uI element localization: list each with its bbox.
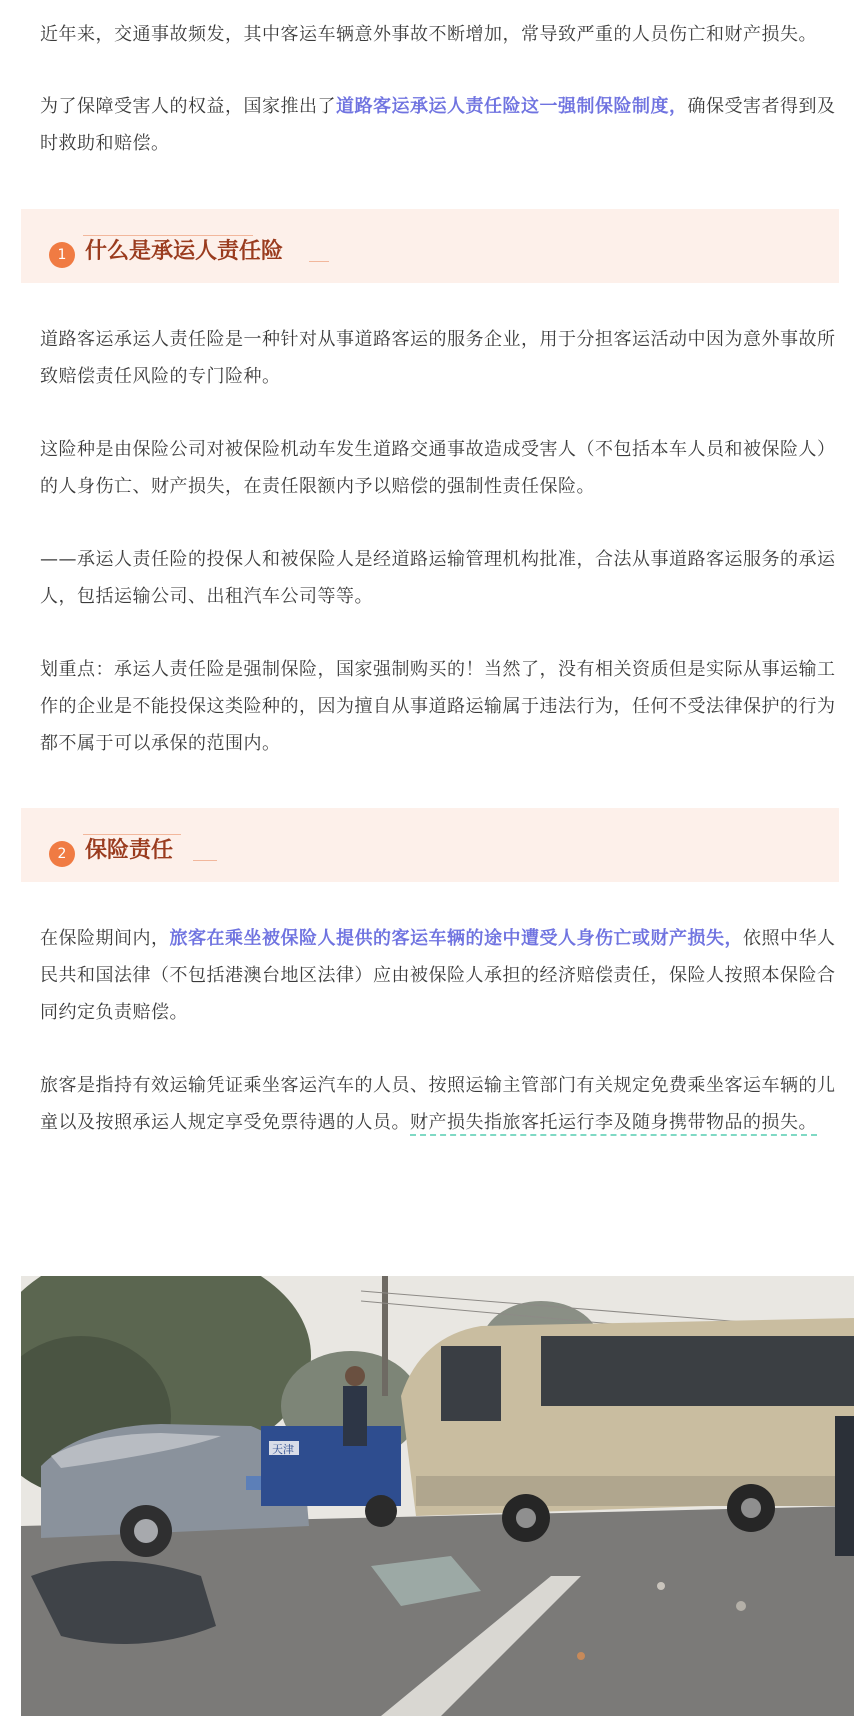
section-2-number-badge: 2: [49, 841, 75, 867]
cart-plate-text: 天津: [272, 1443, 294, 1456]
section-1-p3-text: ——承运人责任险的投保人和被保险人是经道路运输管理机构批准，合法从事道路客运服务的承运人，包括运输公司、出租汽车公司等等。: [40, 549, 836, 607]
section-1-title: 什么是承运人责任险: [85, 239, 284, 264]
section-header-2: [21, 808, 839, 882]
section-2-p2-text: 旅客是指持有效运输凭证乘坐客运汽车的人员、按照运输主管部门有关规定免费乘坐客运车辆的儿童以及按照承运人规定享受免票待遇的人员。: [40, 1075, 836, 1133]
section-1-p4-text: 划重点：承运人责任险是强制保险，国家强制购买的！当然了，没有相关资质但是实际从事运输工作的企业是不能投保这类险种的，因为擅自从事道路运输属于违法行为，任何不受法律保护的行为都不属于可以承保的范围内。: [40, 659, 836, 754]
section-1-paragraph-1: [40, 321, 840, 395]
section-1-p1-text: 道路客运承运人责任险是一种针对从事道路客运的服务企业，用于分担客运活动中因为意外事故所致赔偿责任风险的专门险种。: [40, 329, 836, 387]
intro-p2-text-after: 确保受害者得到及时救助和赔偿。: [40, 96, 836, 154]
section-2-p1-text-after: 依照中华人民共和国法律（不包括港澳台地区法律）应由被保险人承担的经济赔偿责任，保险人按照本保险合同约定负责赔偿。: [40, 928, 836, 1023]
section-1-tail-line: [309, 261, 329, 262]
intro-paragraph-2: [40, 88, 840, 162]
section-1-p2-text: 这险种是由保险公司对被保险机动车发生道路交通事故造成受害人（不包括本车人员和被保险人）的人身伤亡、财产损失，在责任限额内予以赔偿的强制性责任保险。: [40, 439, 836, 497]
section-2-top-line: [83, 834, 181, 835]
section-1-number-badge: 1: [49, 242, 75, 268]
intro-p1-text: 近年来，交通事故频发，其中客运车辆意外事故不断增加，常导致严重的人员伤亡和财产损失。: [40, 24, 817, 45]
section-2-paragraph-2: [40, 1067, 840, 1141]
intro-p2-highlight: 道路客运承运人责任险这一强制保险制度，: [336, 96, 688, 117]
section-2-p1-text-before: 在保险期间内，: [40, 928, 170, 949]
section-1-paragraph-2: [40, 431, 840, 505]
intro-p2-text-before: 为了保障受害人的权益，国家推出了: [40, 96, 336, 117]
section-2-title: 保险责任: [85, 838, 174, 863]
section-1-top-line: [83, 235, 253, 236]
accident-photo: [21, 1276, 854, 1716]
section-2-tail-line: [193, 860, 217, 861]
section-2-p1-highlight: 旅客在乘坐被保险人提供的客运车辆的途中遭受人身伤亡或财产损失，: [169, 928, 743, 949]
section-1-paragraph-3: [40, 541, 840, 615]
section-header-1: [21, 209, 839, 283]
intro-paragraph-1: [40, 16, 840, 53]
section-2-p2-underlined: 财产损失指旅客托运行李及随身携带物品的损失。: [410, 1112, 817, 1136]
section-2-paragraph-1: [40, 920, 840, 1031]
section-1-paragraph-4: [40, 651, 840, 762]
